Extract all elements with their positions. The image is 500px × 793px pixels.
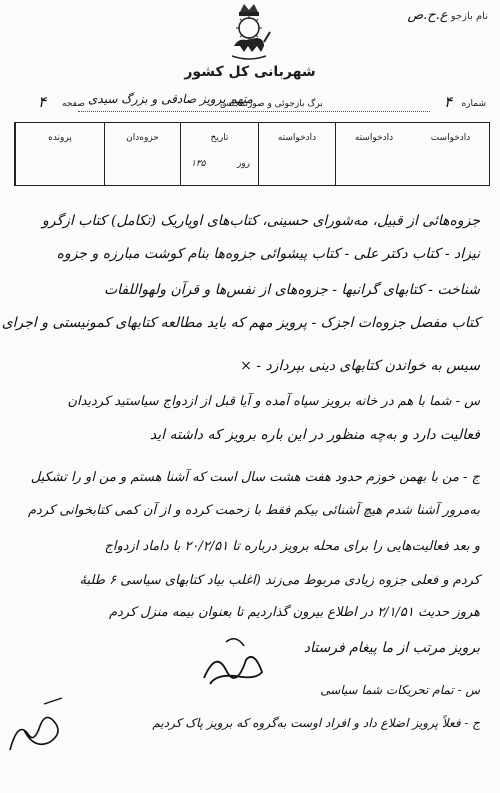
number-label: شماره: [461, 99, 486, 109]
table-header: تاریخ: [210, 133, 229, 143]
table-header: دادخواسته: [277, 133, 317, 143]
interrogator-name: [407, 8, 488, 23]
case-info-table: [14, 122, 490, 186]
table-header: پرونده: [48, 133, 72, 143]
table-header: دادخواسته: [354, 133, 394, 143]
table-col-defendant: [335, 123, 412, 185]
interrogator-name-value: ع.ح.ص: [407, 8, 448, 23]
body-line: هروز حدیث ۲/۱/۵۱ در اطلاع بیرون گذاردیم تا بعنوان بیمه منزل کردم: [108, 605, 480, 620]
form-header-line: [8, 92, 492, 117]
table-col-petition: [412, 123, 489, 185]
body-line: فعالیت دارد و به‌چه منظور در این باره برویز که داشته اید: [149, 427, 480, 443]
page-value: ۴: [38, 93, 47, 111]
page-label: صفحه: [62, 99, 85, 109]
table-col-claimant: [258, 123, 335, 185]
body-line: جزوه‌هائی از قبیل، مه‌شورای حسینی، کتاب‌های اوپاریک (تکامل) کتاب ازگرو: [41, 213, 480, 229]
date-day-label: روز: [236, 159, 250, 169]
body-line: و بعد فعالیت‌هایی را برای محله برویز درباره تا ۲۰/۲/۵۱ با داماد ازدواج: [104, 539, 480, 554]
interrogator-name-label: نام بازجو: [450, 11, 488, 22]
body-line: س - تمام تحریکات شما سیاسی: [320, 683, 480, 697]
body-line: کتاب مفصل جزوه‌ات اجزک - پرویز مهم که باید مطالعه کتابهای کمونیستی و اجرای: [1, 315, 480, 331]
sheet-value: متهم پرویز صادقی و بزرگ سیدی: [88, 92, 253, 106]
margin-signature-icon: [4, 690, 74, 760]
body-line: به‌مرور آشنا شدم هیچ آشنائی بیکم فقط با زحمت کرده و از آن کمی کتابخوانی کردم: [28, 503, 480, 518]
body-line: کردم و فعلی جزوه زیادی مربوط می‌زند (اغلب بیاد کتابهای سیاسی ۶ طلبهٔ: [79, 573, 480, 588]
body-line: نیزاد - کتاب دکتر علی - کتاب پیشوائی جزوه‌ها بنام کوشت مبارزه و جزوه: [56, 246, 480, 262]
table-col-date: [180, 123, 258, 185]
sheet-label: برگ بازجوئی و صورتمجلس: [220, 99, 323, 109]
body-line: س - شما با هم در خانه برویز سپاه آمده و آیا قبل از ازدواج سیاستید کردیدان: [67, 394, 480, 409]
body-line: شناخت - کتابهای گرانبها - جزوه‌های از نفس‌ها و قرآن ولهواللفات: [103, 282, 480, 298]
body-line: برویز مرتب از ما پیغام فرستاد: [303, 640, 480, 656]
table-col-file: [15, 123, 104, 185]
body-line: ج - من با بهمن خوزم حدود هفت هشت سال است که آشنا هستم و من او را تشکیل: [30, 470, 480, 485]
organization-title: شهربانی کل کشور: [184, 64, 316, 80]
table-header: دادخواست: [430, 133, 471, 143]
body-line: سیس به خواندن کتابهای دینی بپردازد - ×: [240, 358, 480, 374]
date-year-value: ۱۳۵: [191, 159, 206, 169]
table-col-folder: [104, 123, 180, 185]
body-line: ج - فعلاً پرویز اضلاع داد و افراد اوست به‌گروه که برویز پاک کردیم: [152, 716, 480, 730]
number-value: ۴: [443, 93, 452, 111]
table-header: حزوه‌دان: [126, 133, 159, 143]
signature-mark-icon: [196, 630, 276, 690]
lion-and-sun-emblem-icon: [226, 2, 272, 62]
